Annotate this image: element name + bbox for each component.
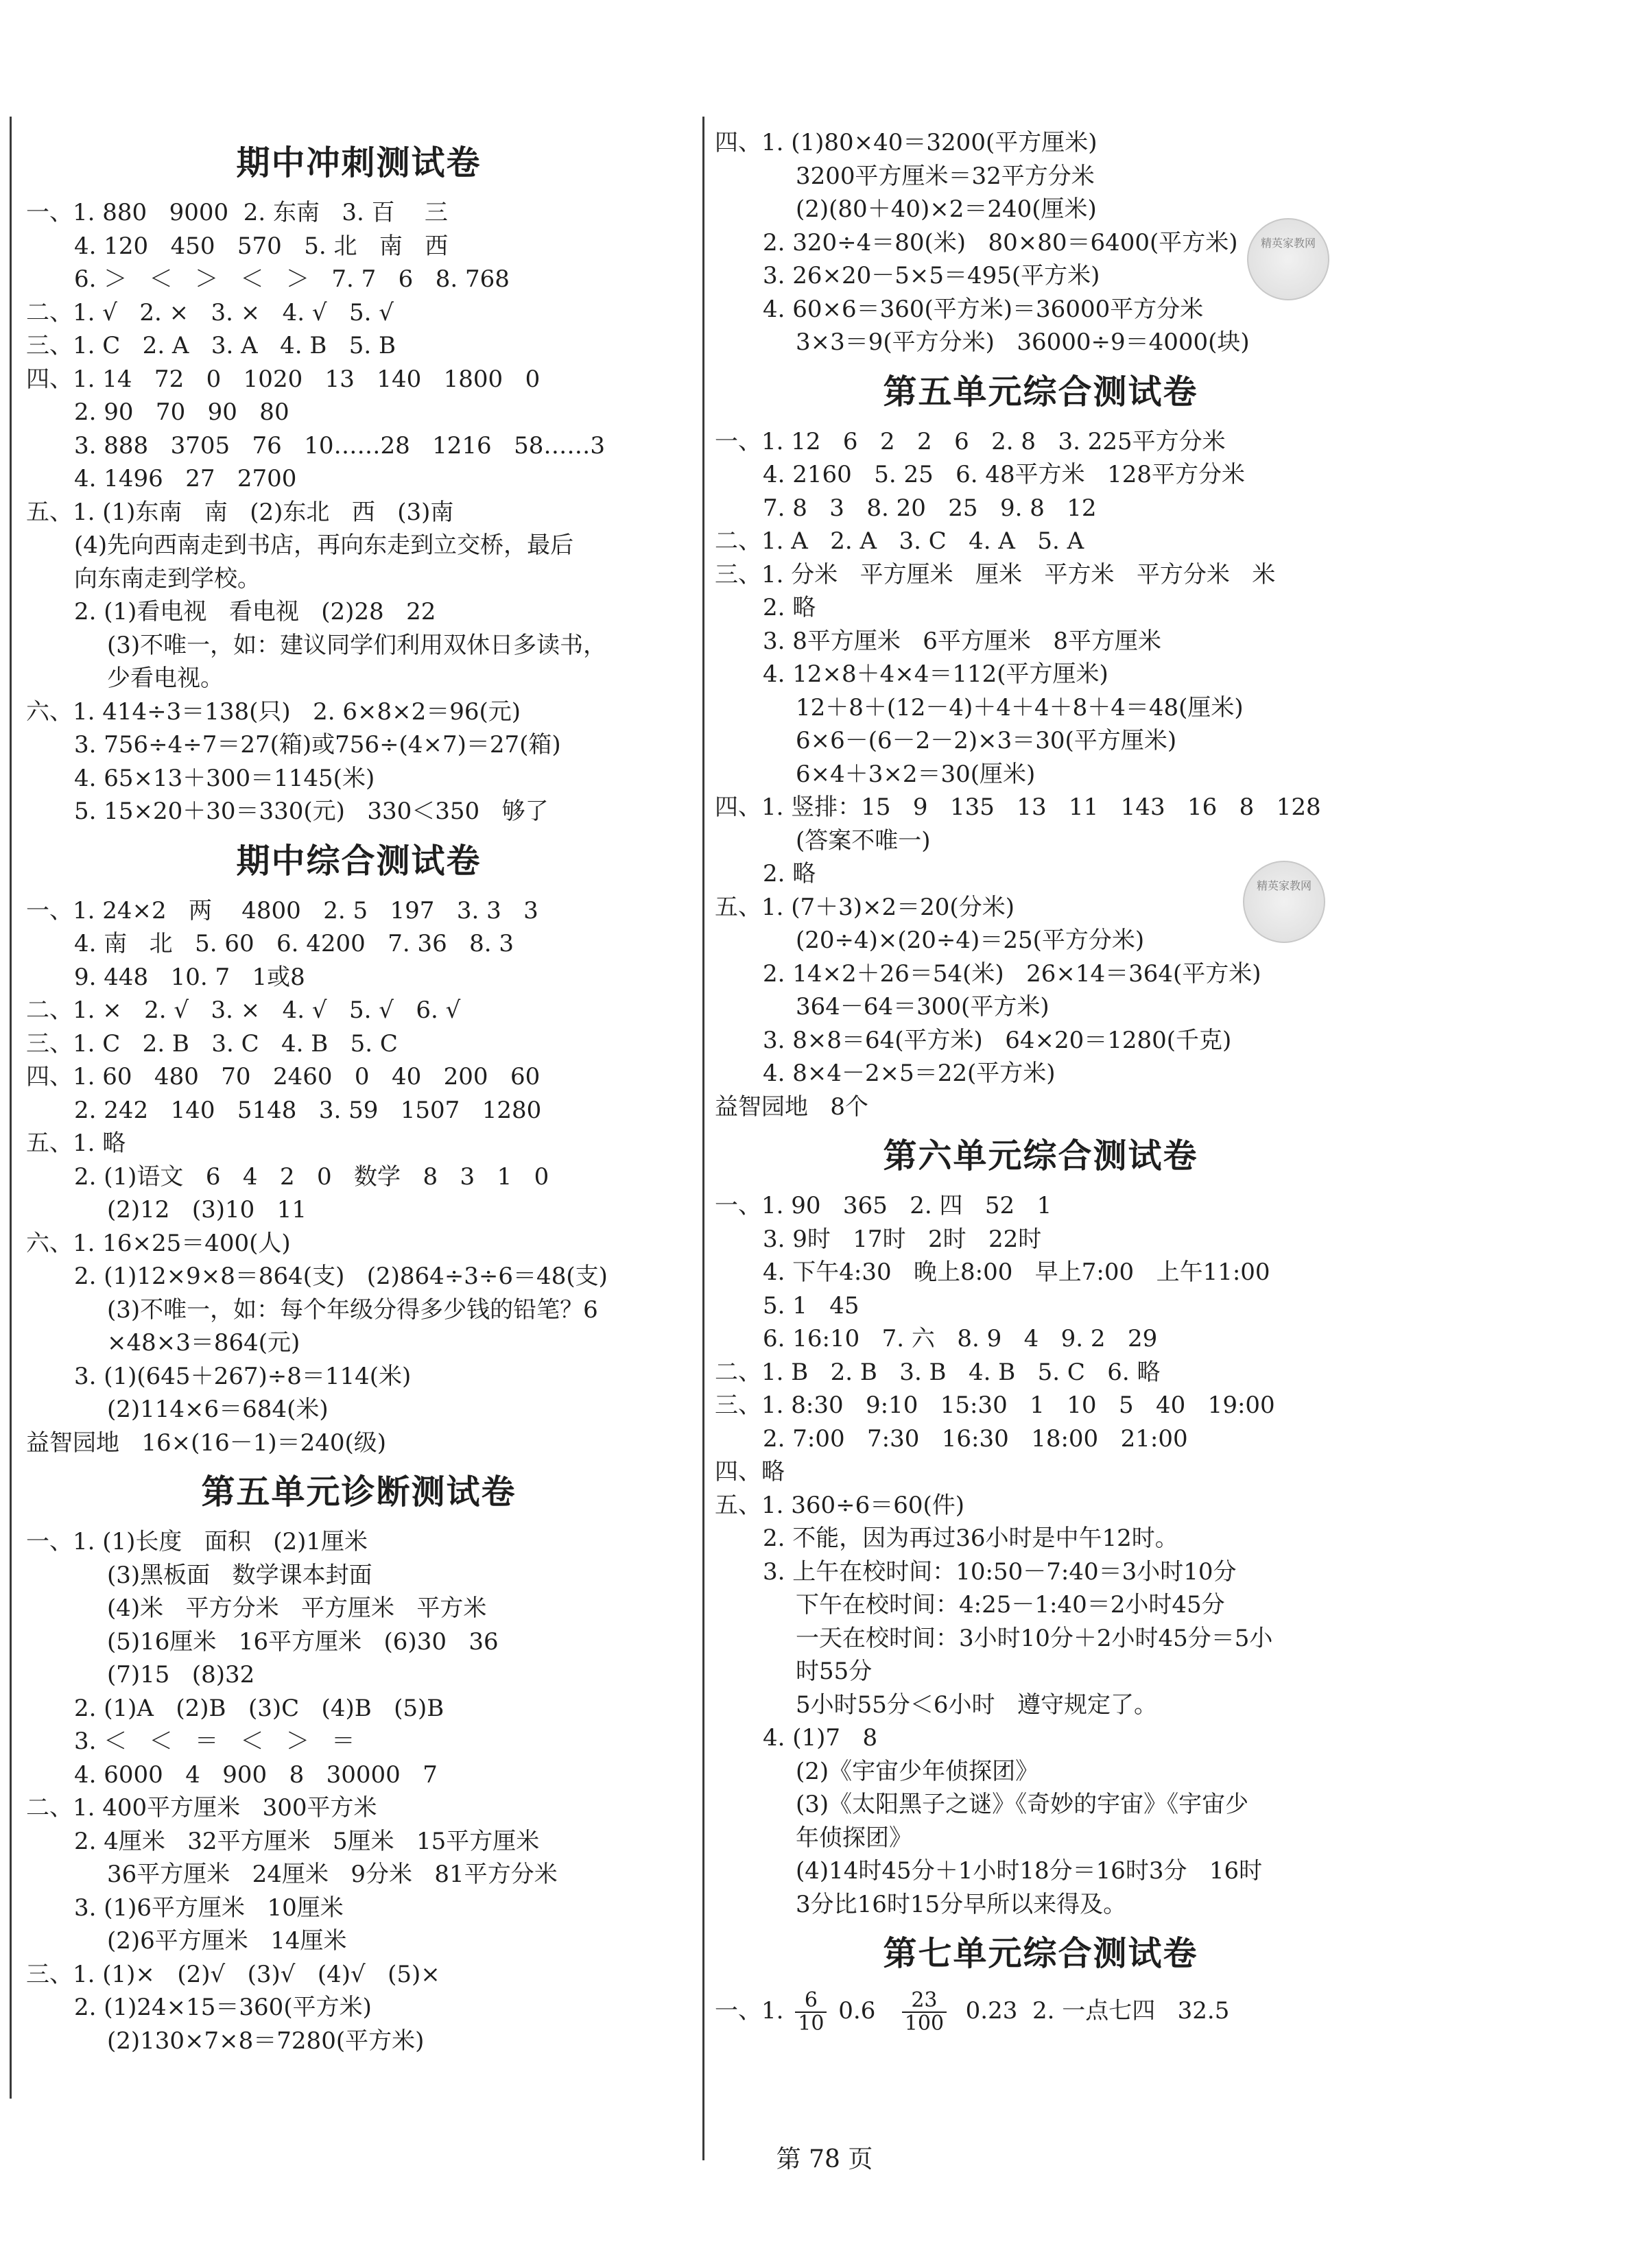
answer-line: 4. 120 450 570 5. 北 南 西: [74, 232, 449, 260]
answer-line: (7)15 (8)32: [107, 1661, 255, 1688]
answer-line: 五、1. 360÷6＝60(件): [715, 1491, 965, 1519]
answer-line: 2. 略: [763, 594, 816, 621]
answer-line: 4. 1496 27 2700: [74, 465, 297, 492]
answer-line: 四、1. 60 480 70 2460 0 40 200 60: [26, 1063, 541, 1090]
section-title: 期中冲刺测试卷: [236, 143, 482, 182]
answer-line: 4. 下午4:30 晚上8:00 早上7:00 上午11:00: [763, 1258, 1270, 1286]
fraction-numerator: 23: [902, 1990, 947, 2013]
answer-line: ×48×3＝864(元): [107, 1329, 300, 1357]
answer-line: 2. (1)语文 6 4 2 0 数学 8 3 1 0: [74, 1162, 549, 1191]
answer-line: 益智园地 16×(16－1)＝240(级): [26, 1429, 387, 1457]
answer-line: 4. 6000 4 900 8 30000 7: [74, 1760, 438, 1789]
watermark-stamp: [1247, 218, 1329, 300]
answer-line: 6. ＞ ＜ ＞ ＜ ＞ 7. 7 6 8. 768: [74, 265, 510, 293]
answer-line: 4. 65×13＋300＝1145(米): [74, 764, 375, 792]
answer-line: 二、1. 400平方厘米 300平方米: [26, 1794, 377, 1822]
answer-line: 6×4＋3×2＝30(厘米): [796, 760, 1036, 788]
stamp-text: 精英家教网: [1256, 879, 1312, 892]
answer-line: 四、1. 14 72 0 1020 13 140 1800 0: [26, 365, 541, 393]
answer-line: 二、1. A 2. A 3. C 4. A 5. A: [715, 527, 1084, 555]
column-divider: [702, 117, 704, 2160]
right-column: [715, 130, 1366, 2035]
answer-line: 3. 888 3705 76 10……28 1216 58……3: [74, 431, 605, 459]
answer-line: 二、1. √ 2. × 3. × 4. √ 5. √: [26, 298, 394, 326]
answer-line: 2. 4厘米 32平方厘米 5厘米 15平方厘米: [74, 1827, 540, 1855]
answer-line: (4)米 平方分米 平方厘米 平方米: [107, 1595, 487, 1622]
answer-line: 4. 60×6＝360(平方米)＝36000平方分米: [763, 295, 1204, 323]
section-title: 第七单元综合测试卷: [883, 1934, 1198, 1973]
answer-line: 三、1. 8:30 9:10 15:30 1 10 5 40 19:00: [715, 1392, 1275, 1419]
answer-line: 二、1. × 2. √ 3. × 4. √ 5. √ 6. √: [26, 996, 461, 1024]
answer-line: 5小时55分＜6小时 遵守规定了。: [796, 1691, 1157, 1719]
answer-line: 2. (1)A (2)B (3)C (4)B (5)B: [74, 1694, 444, 1722]
answer-line: 二、1. B 2. B 3. B 4. B 5. C 6. 略: [715, 1358, 1161, 1386]
answer-line: (20÷4)×(20÷4)＝25(平方分米): [796, 927, 1145, 954]
answer-line: 3200平方厘米＝32平方分米: [796, 162, 1095, 190]
page-number: 第 78 页: [776, 2145, 873, 2173]
answer-line: 5. 15×20＋30＝330(元) 330＜350 够了: [74, 798, 549, 825]
left-column: [26, 130, 691, 2057]
answer-line: (2)130×7×8＝7280(平方米): [107, 2027, 425, 2055]
answer-line: 2. 90 70 90 80: [74, 398, 289, 426]
fraction: [795, 1990, 827, 2035]
answer-line: 364－64＝300(平方米): [796, 993, 1049, 1020]
answer-text: 2. 一点七四 32.5: [1032, 1997, 1230, 2025]
decimal-value: 0.23: [965, 1997, 1018, 2025]
answer-line: 三、1. 分米 平方厘米 厘米 平方米 平方分米 米: [715, 560, 1276, 588]
answer-line: 2. 7:00 7:30 16:30 18:00 21:00: [763, 1424, 1188, 1453]
answer-line: (4)14时45分＋1小时18分＝16时3分 16时: [796, 1857, 1263, 1885]
answer-line: (2)6平方厘米 14厘米: [107, 1927, 347, 1955]
answer-line: 4. 南 北 5. 60 6. 4200 7. 36 8. 3: [74, 930, 514, 957]
answer-line: 3. 8平方厘米 6平方厘米 8平方厘米: [763, 627, 1161, 655]
answer-line: (2)12 (3)10 11: [107, 1196, 307, 1223]
answer-line: 36平方厘米 24厘米 9分米 81平方分米: [107, 1861, 558, 1888]
answer-line: 9. 448 10. 7 1或8: [74, 963, 305, 991]
answer-line: (2)(80＋40)×2＝240(厘米): [796, 195, 1097, 223]
answer-line: 一、1. 880 9000 2. 东南 3. 百 三: [26, 199, 448, 226]
answer-line: 3. 9时 17时 2时 22时: [763, 1225, 1042, 1253]
answer-line: 一、1. 24×2 两 4800 2. 5 197 3. 3 3: [26, 896, 538, 924]
answer-line: 2. (1)12×9×8＝864(支) (2)864÷3÷6＝48(支): [74, 1263, 608, 1290]
section-title: 第五单元诊断测试卷: [201, 1472, 517, 1512]
answer-line: 四、略: [715, 1458, 785, 1485]
answer-line: 四、1. (1)80×40＝3200(平方厘米): [715, 129, 1098, 156]
answer-line: 2. 320÷4＝80(米) 80×80＝6400(平方米): [763, 228, 1238, 256]
answer-line: 2. 242 140 5148 3. 59 1507 1280: [74, 1096, 542, 1124]
answer-line: 三、1. C 2. B 3. C 4. B 5. C: [26, 1029, 398, 1058]
answer-line: 五、1. 略: [26, 1130, 126, 1157]
answer-line: 一、1. (1)长度 面积 (2)1厘米: [26, 1528, 368, 1555]
answer-line: (5)16厘米 16平方厘米 (6)30 36: [107, 1627, 499, 1656]
answer-line: 2. (1)看电视 看电视 (2)28 22: [74, 598, 436, 625]
answer-line: 六、1. 16×25＝400(人): [26, 1229, 291, 1257]
answer-line: 一、1. 12 6 2 2 6 2. 8 3. 225平方分米: [715, 427, 1226, 455]
fraction-denominator: 10: [798, 2012, 824, 2036]
answer-line: 3. 8×8＝64(平方米) 64×20＝1280(千克): [763, 1026, 1232, 1054]
answer-line: 3. 上午在校时间：10:50－7:40＝3小时10分: [763, 1557, 1237, 1586]
answer-line: 下午在校时间：4:25－1:40＝2小时45分: [796, 1591, 1225, 1619]
answer-line: 3×3＝9(平方分米) 36000÷9＝4000(块): [796, 329, 1250, 356]
answer-line: (3)《太阳黑子之谜》《奇妙的宇宙》《宇宙少: [796, 1791, 1249, 1818]
answer-line: 一天在校时间：3小时10分＋2小时45分＝5小: [796, 1624, 1273, 1652]
fraction-numerator: 6: [795, 1990, 827, 2013]
answer-line: (2)《宇宙少年侦探团》: [796, 1757, 1039, 1785]
answer-line: 2. 略: [763, 860, 816, 887]
answer-line: 一、1. 90 365 2. 四 52 1: [715, 1192, 1052, 1219]
answer-line: (4)先向西南走到书店，再向东走到立交桥，最后: [74, 532, 574, 559]
answer-line: 6×6－(6－2－2)×3＝30(平方厘米): [796, 727, 1177, 754]
answer-line: 四、1. 竖排：15 9 135 13 11 143 16 8 128: [715, 793, 1321, 821]
answer-line: 5. 1 45: [763, 1291, 859, 1320]
section-title: 第五单元综合测试卷: [883, 372, 1198, 411]
section-title: 期中综合测试卷: [236, 841, 482, 881]
answer-line: 向东南走到学校。: [74, 564, 261, 593]
answer-line-fractions: [715, 1987, 1366, 2035]
answer-line: 4. (1)7 8: [763, 1724, 878, 1752]
answer-line: 3. (1)(645＋267)÷8＝114(米): [74, 1362, 412, 1390]
answer-line: 4. 2160 5. 25 6. 48平方米 128平方分米: [763, 461, 1245, 488]
answer-line: 3. 26×20－5×5＝495(平方米): [763, 262, 1100, 289]
answer-line: 6. 16:10 7. 六 8. 9 4 9. 2 29: [763, 1325, 1158, 1352]
answer-line: 7. 8 3 8. 20 25 9. 8 12: [763, 494, 1097, 522]
answer-line: 五、1. (7＋3)×2＝20(分米): [715, 893, 1015, 921]
item-prefix: 一、1.: [715, 1997, 784, 2025]
answer-line: 年侦探团》: [796, 1824, 912, 1852]
answer-line: 时55分: [796, 1658, 873, 1685]
left-border-rule: [10, 117, 12, 2099]
answer-line: 3. ＜ ＜ ＝ ＜ ＞ ＝: [74, 1728, 355, 1755]
answer-line: 2. 14×2＋26＝54(米) 26×14＝364(平方米): [763, 959, 1261, 988]
answer-line: 12＋8＋(12－4)＋4＋4＋8＋4＝48(厘米): [796, 693, 1244, 721]
answer-line: 3分比16时15分早所以来得及。: [796, 1890, 1127, 1918]
fraction: [902, 1990, 947, 2035]
answer-line: (3)黑板面 数学课本封面: [107, 1561, 372, 1589]
decimal-value: 0.6: [838, 1997, 876, 2025]
fraction-denominator: 100: [904, 2012, 945, 2036]
answer-line: (3)不唯一，如：每个年级分得多少钱的铅笔？6: [107, 1296, 598, 1324]
stamp-text: 精英家教网: [1260, 237, 1316, 250]
answer-line: 3. (1)6平方厘米 10厘米: [74, 1894, 344, 1922]
answer-line: (答案不唯一): [796, 826, 931, 855]
answer-line: (2)114×6＝684(米): [107, 1396, 329, 1423]
answer-line: 六、1. 414÷3＝138(只) 2. 6×8×2＝96(元): [26, 697, 521, 726]
answer-line: 三、1. C 2. A 3. A 4. B 5. B: [26, 332, 396, 359]
answer-line: 少看电视。: [107, 665, 224, 692]
watermark-stamp: [1243, 861, 1325, 943]
answer-line: 2. (1)24×15＝360(平方米): [74, 1994, 372, 2021]
answer-line: 4. 12×8＋4×4＝112(平方厘米): [763, 660, 1108, 688]
answer-line: (3)不唯一，如：建议同学们利用双休日多读书，: [107, 631, 607, 659]
answer-line: 三、1. (1)× (2)√ (3)√ (4)√ (5)×: [26, 1960, 440, 1988]
section-title: 第六单元综合测试卷: [883, 1136, 1198, 1175]
answer-line: 3. 756÷4÷7＝27(箱)或756÷(4×7)＝27(箱): [74, 731, 561, 759]
answer-line: 4. 8×4－2×5＝22(平方米): [763, 1060, 1056, 1087]
answer-line: 益智园地 8个: [715, 1093, 869, 1121]
answer-line: 2. 不能，因为再过36小时是中午12时。: [763, 1525, 1178, 1552]
answer-line: 五、1. (1)东南 南 (2)东北 西 (3)南: [26, 498, 454, 526]
